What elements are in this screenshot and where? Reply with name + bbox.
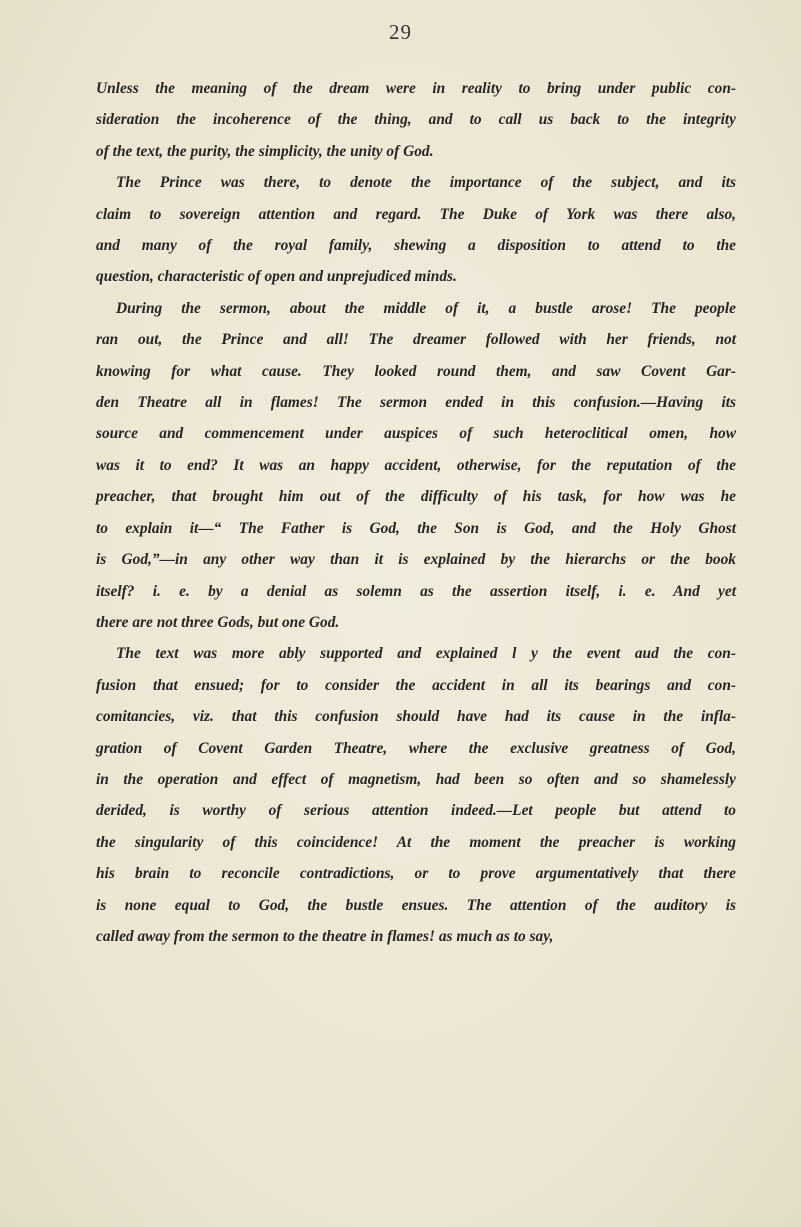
text-line: During the sermon, about the middle of it, a bustle arose! The people: [116, 299, 736, 317]
text-line: fusion that ensued; for to consider the accident in all its bearings and con-: [96, 676, 736, 694]
text-line: The Prince was there, to denote the importance of the subject, and its: [116, 174, 736, 192]
page-number: 29: [389, 20, 412, 44]
text-line: the singularity of this coincidence! At the moment the preacher is working: [96, 833, 736, 851]
text-line: is none equal to God, the bustle ensues. The attention of the auditory is: [96, 896, 736, 914]
paragraph-4: [96, 638, 736, 952]
body-text: [96, 73, 736, 952]
text-line: comitancies, viz. that this confusion should have had its cause in the infla-: [96, 708, 736, 726]
text-line: gration of Covent Garden Theatre, where the exclusive greatness of God,: [96, 739, 736, 757]
text-line: there are not three Gods, but one God.: [96, 613, 340, 631]
text-line: derided, is worthy of serious attention indeed.—Let people but attend to: [96, 802, 736, 820]
text-line: sideration the incoherence of the thing, and to call us back to the integrity: [96, 111, 736, 129]
text-line: question, characteristic of open and unprejudiced minds.: [96, 268, 457, 286]
text-line: itself? i. e. by a denial as solemn as the assertion itself, i. e. And yet: [96, 582, 736, 600]
text-line: den Theatre all in flames! The sermon ended in this confusion.—Having its: [96, 394, 736, 412]
text-line: in the operation and effect of magnetism, had been so often and so shamelessly: [96, 770, 736, 788]
text-line: to explain it—“ The Father is God, the Son is God, and the Holy Ghost: [96, 519, 736, 537]
text-line: is God,”—in any other way than it is explained by the hierarchs or the book: [96, 551, 736, 569]
text-line: called away from the sermon to the theatre in flames! as much as to say,: [96, 927, 554, 945]
text-line: and many of the royal family, shewing a disposition to attend to the: [96, 237, 736, 255]
text-line: of the text, the purity, the simplicity, the unity of God.: [96, 142, 434, 160]
text-line: his brain to reconcile contradictions, or to prove argumentatively that there: [96, 865, 736, 883]
text-line: The text was more ably supported and explained l y the event aud the con-: [116, 645, 736, 663]
text-line: source and commencement under auspices of such heteroclitical omen, how: [96, 425, 736, 443]
text-line: preacher, that brought him out of the difficulty of his task, for how was he: [96, 488, 736, 506]
paragraph-2: [96, 167, 736, 293]
paragraph-3: [96, 293, 736, 638]
paragraph-1: [96, 73, 736, 167]
text-line: Unless the meaning of the dream were in reality to bring under public con-: [96, 80, 736, 97]
text-line: knowing for what cause. They looked round them, and saw Covent Gar-: [96, 362, 736, 380]
text-line: ran out, the Prince and all! The dreamer followed with her friends, not: [96, 331, 736, 349]
text-line: was it to end? It was an happy accident, otherwise, for the reputation of the: [96, 456, 736, 474]
text-line: claim to sovereign attention and regard. The Duke of York was there also,: [96, 205, 736, 223]
